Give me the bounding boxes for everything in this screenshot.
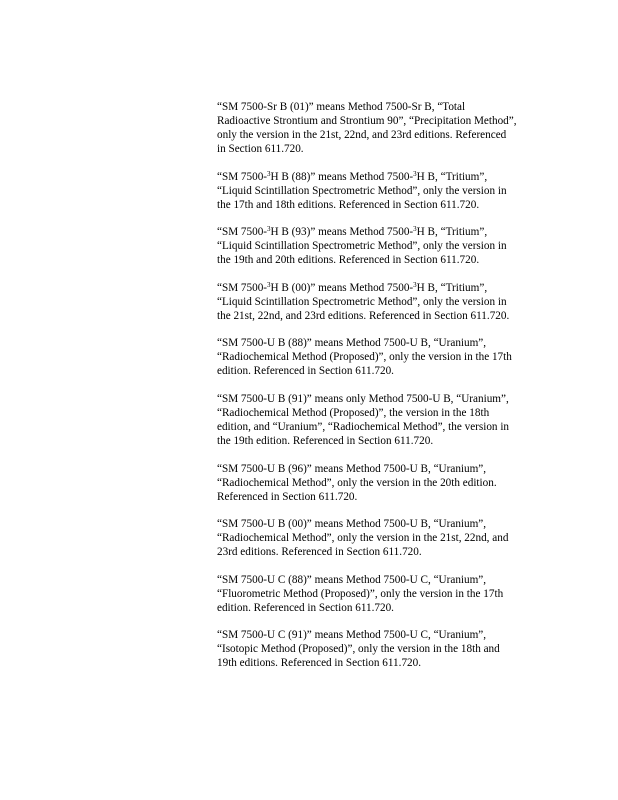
definition-line: “Fluorometric Method (Proposed)”, only the version in the 17th [217,587,504,600]
superscript-three: 3 [413,225,417,234]
definition-sm-7500-u-b-00 [217,517,547,559]
definition-line: the 17th and 18th editions. Referenced in Section 611.720. [217,198,480,211]
definition-sm-7500-u-b-88 [217,336,547,378]
definition-line: the 19th edition. Referenced in Section 611.720. [217,434,434,447]
superscript-three: 3 [413,169,417,178]
superscript-three: 3 [413,280,417,289]
definition-line: “SM 7500-U B (91)” means only Method 7500-U B, “Uranium”, [217,392,509,405]
definitions-list [217,100,547,684]
definition-line: Radioactive Strontium and Strontium 90”, “Precipitation Method”, [217,115,517,127]
definition-line: edition. Referenced in Section 611.720. [217,601,394,614]
definition-sm-7500-u-c-91 [217,628,547,670]
definition-sm-7500-sr-b-01 [217,100,547,156]
definition-line: “SM 7500-U C (88)” means Method 7500-U C, “Uranium”, [217,573,487,586]
definition-line: in Section 611.720. [217,143,304,155]
definition-line: only the version in the 21st, 22nd, and 23rd editions. Referenced [217,129,507,141]
superscript-three: 3 [267,225,271,234]
definition-line: 19th editions. Referenced in Section 611.720. [217,657,422,670]
definition-sm-7500-u-c-88 [217,573,547,615]
definition-line: “Radiochemical Method (Proposed)”, only the version in the 17th [217,351,512,364]
definition-line: “SM 7500-U B (00)” means Method 7500-U B, “Uranium”, [217,518,487,531]
definition-line: “SM 7500-$^3$H B (00)” means Method 7500-$^3$H B, “Tritium”, [217,280,488,294]
definition-line: “Liquid Scintillation Spectrometric Method”, only the version in [217,184,507,197]
definition-line: “SM 7500-$^3$H B (93)” means Method 7500-$^3$H B, “Tritium”, [217,225,488,239]
definition-sm-7500-u-b-96 [217,462,547,504]
definition-line: Referenced in Section 611.720. [217,490,358,503]
definition-line: “SM 7500-$^3$H B (88)” means Method 7500-$^3$H B, “Tritium”, [217,169,488,183]
superscript-three: 3 [267,169,271,178]
definition-line: “Liquid Scintillation Spectrometric Method”, only the version in [217,240,507,253]
definition-line: the 21st, 22nd, and 23rd editions. Referenced in Section 611.720. [217,309,510,322]
definition-line: edition, and “Uranium”, “Radiochemical Method”, the version in [217,420,510,433]
definition-line: edition. Referenced in Section 611.720. [217,365,394,378]
definition-line: “Radiochemical Method”, only the version in the 21st, 22nd, and [217,532,509,545]
definition-line: “SM 7500-U B (88)” means Method 7500-U B, “Uranium”, [217,337,487,350]
superscript-three: 3 [267,280,271,289]
definition-line: 23rd editions. Referenced in Section 611.720. [217,546,422,559]
definition-line: the 19th and 20th editions. Referenced in Section 611.720. [217,254,480,267]
definition-sm-7500-3h-b-93 [217,225,547,267]
definition-sm-7500-3h-b-88 [217,170,547,212]
definition-line: “SM 7500-U C (91)” means Method 7500-U C, “Uranium”, [217,629,487,642]
definition-line: “Radiochemical Method (Proposed)”, the version in the 18th [217,406,490,419]
definition-line: “SM 7500-Sr B (01)” means Method 7500-Sr B, “Total [217,101,466,113]
definition-line: “Liquid Scintillation Spectrometric Method”, only the version in [217,295,507,308]
definition-line: “Isotopic Method (Proposed)”, only the version in the 18th and [217,643,500,656]
definition-line: “Radiochemical Method”, only the version in the 20th edition. [217,476,497,489]
definition-sm-7500-u-b-91 [217,392,547,448]
definition-sm-7500-3h-b-00 [217,281,547,323]
definition-line: “SM 7500-U B (96)” means Method 7500-U B, “Uranium”, [217,462,487,475]
